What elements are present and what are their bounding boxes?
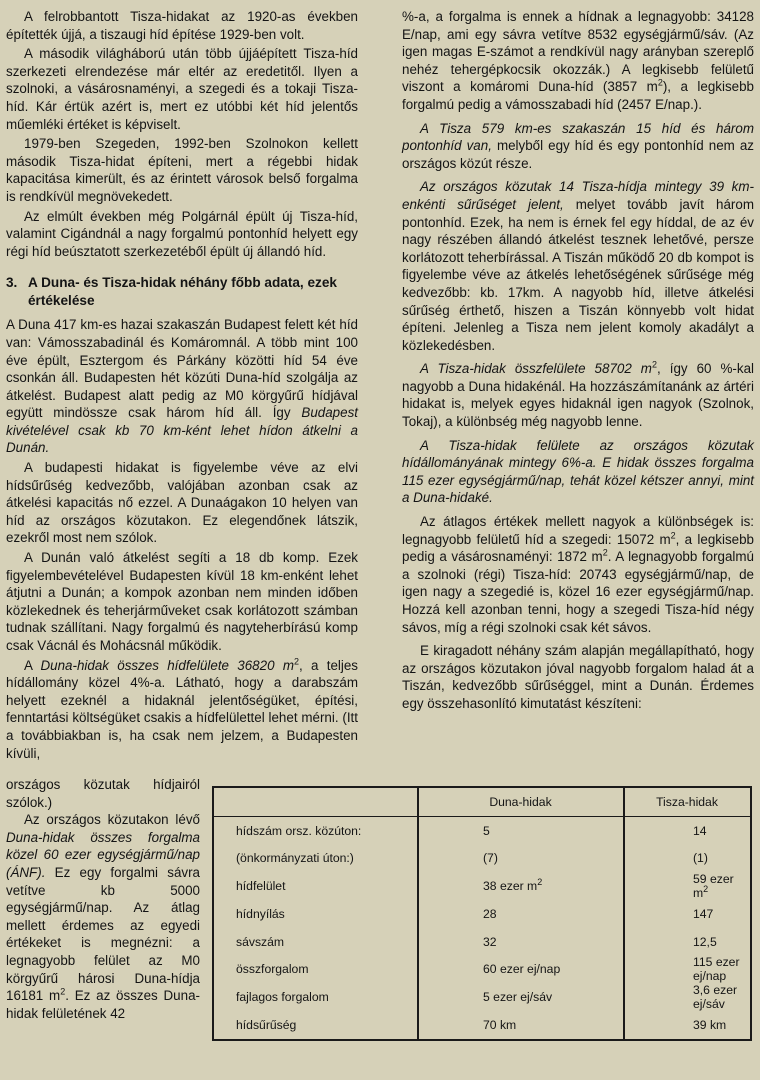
emphasis: Duna-hidak összes hídfelülete 36820 m [40,657,294,673]
tisza-value: 39 km [624,1011,751,1040]
row-label: fajlagos forgalom [213,983,418,1011]
superscript: 2 [670,530,676,541]
value-text: 38 ezer m [483,879,538,894]
text: %-a, a forgalma is ennek a hídnak a legnagyobb: 34128 E/nap, ami egy sávra vetítve 8532 egységjármű/sáv. (Az igen magas E-számot a rendkívül nagy arányban szereplő nehéz tehergépkocsik okozzák.) A legkisebb felületű viszont a komáromi Duna-híd (3857 m [402,9,754,95]
table-row [213,872,751,900]
duna-value: 32 [483,934,497,949]
text: A [24,657,41,673]
tisza-value [624,872,751,900]
section-title: A Duna- és Tisza-hidak néhány főbb adata, ezek értékelése [28,275,337,309]
superscript: 2 [602,547,608,558]
tisza-value: 12,5 [624,928,751,956]
header-cell: Duna-hidak [418,787,624,817]
paragraph: A második világháború után több újjáépített Tisza-híd szerkezeti elrendezése már eltér az eredetitől. Ilyen a szolnoki, a vásárosnaményi, a szegedi és a tokaji Tisza-híd. Kár értük azért is, mert ez utóbbi két híd jelentős műemléki értéket is képviselt. [6,46,358,132]
text: melyből egy híd és egy pontonhíd nem az országos közút része. [402,138,754,171]
tisza-value: 14 [624,817,751,845]
table-row [213,983,751,1011]
text: , így 60 %-kal nagyobb a Duna hidakénál. Ha hozzászámítanánk az ártéri hidakat is, melyek egyes hidaknál igen nagyok (Szolnok, Tokaj), a különbség még nagyobb lenne. [402,361,755,430]
text: . A legnagyobb forgalmú a szolnoki (régi) Tisza-híd: 20743 egységjármű/nap, de igen nagy a szegedié is, közel 16 ezer egységjármű/nap. Hozzá kell azonban tenni, hogy a szegedi Tisza-híd négy sávos, míg a régi szolnoki csak két sávos. [402,549,754,635]
paragraph [402,178,754,354]
tisza-value: 3,6 ezer ej/sáv [624,983,751,1011]
paragraph-forgalom [6,811,200,1022]
text: Ez egy forgalmi sávra vetítve kb 5000 egységjármű/nap. Az átlag mellett érdemes az egyedi értékeket is megnézni: a legnagyobb felület az M0 körgyűrű hárosi Duna-hídja 16181 m [6,864,200,1004]
comparison-table [212,786,752,1041]
duna-value: 28 [483,906,497,921]
duna-value: (7) [483,851,498,866]
text: , a teljes hídállomány közel 4%-a. Látható, hogy a darabszám helyett ezeknél a hidaknál jelentőségüket, építési, fenntartási költségüket csakis a hídfelülettel lehet mérni. (Itt a továbbiakban is, ha csak nem jelzem, a Budapesten kívüli, [6,657,358,761]
row-label: összforgalom [213,955,418,983]
paragraph [402,8,754,114]
emphasis: A Tisza 579 km-es szakaszán 15 híd és három pontonhíd van, [402,120,754,154]
emphasis: Budapest kivételével csak kb 70 km-ként lehet hídon átkelni a Dunán. [6,405,358,456]
row-label: (önkormányzati úton:) [213,845,418,873]
emphasis: A Tisza-hidak összfelülete 58702 m [420,361,652,377]
tisza-value: (1) [624,845,751,873]
paragraph: A felrobbantott Tisza-hidakat az 1920-as években építették újjá, a tiszaugi híd építése 1929-ben volt. [6,9,358,42]
paragraph: A Dunán való átkelést segíti a 18 db komp. Ezek figyelembevételével Budapesten kívül 18 km-enként lehet átjutni a Dunán; a kompok azonban nem minden időben közlekednek és teherjárműveket csak korlátozott számban tudnak szállítani. Nagy forgalmú és nagyteherbírású komp csak Vácnál és Mohácsnál működik. [6,550,358,653]
duna-value: 60 ezer ej/nap [483,962,561,977]
duna-value: 5 ezer ej/sáv [483,990,553,1005]
table-row [213,928,751,956]
duna-value: 5 [483,823,490,838]
duna-value: 70 km [483,1018,517,1033]
text: Az átlagos értékek mellett nagyok a különbségek is: legnagyobb felületű híd a szegedi: 15072 m [402,514,754,547]
table-header-row [213,787,751,817]
table-row [213,845,751,873]
superscript: 2 [657,77,663,88]
duna-value [418,872,624,900]
paragraph: A budapesti hidakat is figyelembe véve az elvi hídsűrűség kedvezőbb, valójában azonban csak az átkelési kapacitás nő ezzel. A Dunaágakon 10 helyen van híd az országos közutakon. Ez elegendőnek látszik, ezekről most nem szólok. [6,460,358,546]
paragraph: 1979-ben Szegeden, 1992-ben Szolnokon kellett második Tisza-hidat építeni, mert a régebbi hidak kapacitása kimerült, és az érintett városok belső forgalma is rendkívül megnövekedett. [6,136,358,204]
paragraph-felulet [6,657,358,763]
section-heading [6,274,358,310]
superscript: 2 [293,656,299,667]
left-column [6,8,358,764]
value-text: 59 ezer m [693,872,734,901]
superscript: 2 [703,884,709,895]
row-label: hídszám orsz. közúton: [213,817,418,845]
header-cell [213,787,418,817]
text: melyet tovább javít három pontonhíd. Ezek, ha nem is érnek fel egy híddal, de az év nagy részében állandó átkelést tesznek lehetővé, persze korlátozott teherbírással. A Tiszán működő 20 db kompot is figyelembe véve az átkelés lehetőségének sűrűsége még kedvezőbb: kb. 17km. A nagyobb híd, illetve átkelési sűrűség érthető, hiszen a Tiszán könnyebb volt hidat építeni. Jelenleg a Tisza nem jelent komoly akadályt a közlekedésben. [402,196,754,353]
paragraph [402,513,754,636]
paragraph: országos közutak hídjairól szólok.) [6,777,200,810]
paragraph [402,120,754,173]
row-label: hídsűrűség [213,1011,418,1040]
superscript: 2 [60,986,66,997]
paragraph: Az elmúlt években még Polgárnál épült új Tisza-híd, valamint Cigándnál a nagy forgalmú pontonhíd helyett egy régi híd beúsztatott szerkezetéből épült új állandó híd. [6,208,358,259]
superscript: 2 [651,359,657,370]
paragraph-duna-intro [6,316,358,457]
right-column [402,8,754,715]
table-row [213,955,751,983]
row-label: sávszám [213,928,418,956]
emphasis: A Tisza-hidak felülete az országos közutak hídállományának mintegy 6%-a. E hidak összes forgalma 115 ezer egységjármű/nap, tehát közel kétszer annyi, mint a Duna-hidaké. [402,437,754,506]
section-number: 3. [6,275,18,291]
tisza-value: 115 ezer ej/nap [624,955,751,983]
text: ), a legkisebb forgalmú pedig a vámosszabadi híd (2457 E/nap.). [402,79,754,112]
emphasis: Duna-hidak összes forgalma közel 60 ezer egységjármű/nap (ÁNF). [6,829,200,880]
superscript: 2 [537,877,543,888]
row-label: hídnyílás [213,900,418,928]
table-row [213,900,751,928]
emphasis: Az országos közutak 14 Tisza-hídja mintegy 39 km-enkénti sűrűséget jelent, [402,179,754,212]
table-row [213,1011,751,1040]
table-row [213,817,751,845]
left-narrow-column [6,776,200,1022]
text: A Duna 417 km-es hazai szakaszán Budapest felett két híd van: Vámosszabadinál és Komáromnál. A több mint 100 éve épült, Esztergom és Párkány közötti híd 54 éve csonkán áll. Budapesten hét közúti Duna-híd szolgálja az átkelést. Budapest alatt pedig az M0 körgyűrű hídjával együtt mindössze csak három híd áll. Így [6,317,358,421]
paragraph [402,360,754,430]
row-label: hídfelület [213,872,418,900]
text: Az országos közutakon lévő [24,812,200,828]
paragraph: E kiragadott néhány szám alapján megállapítható, hogy az országos közutakon jóval nagyobb forgalom halad át a Tiszán, kedvezőbb sűrűséggel, mint a Dunán. Érdemes egy összehasonlító kimutatást készíteni: [402,643,754,711]
text: , a legkisebb pedig a vásárosnaményi: 1872 m [402,531,755,565]
header-cell: Tisza-hidak [624,787,751,817]
text: . Ez az összes Duna-hidak felületének 42 [6,988,200,1021]
paragraph [402,437,754,507]
tisza-value: 147 [624,900,751,928]
